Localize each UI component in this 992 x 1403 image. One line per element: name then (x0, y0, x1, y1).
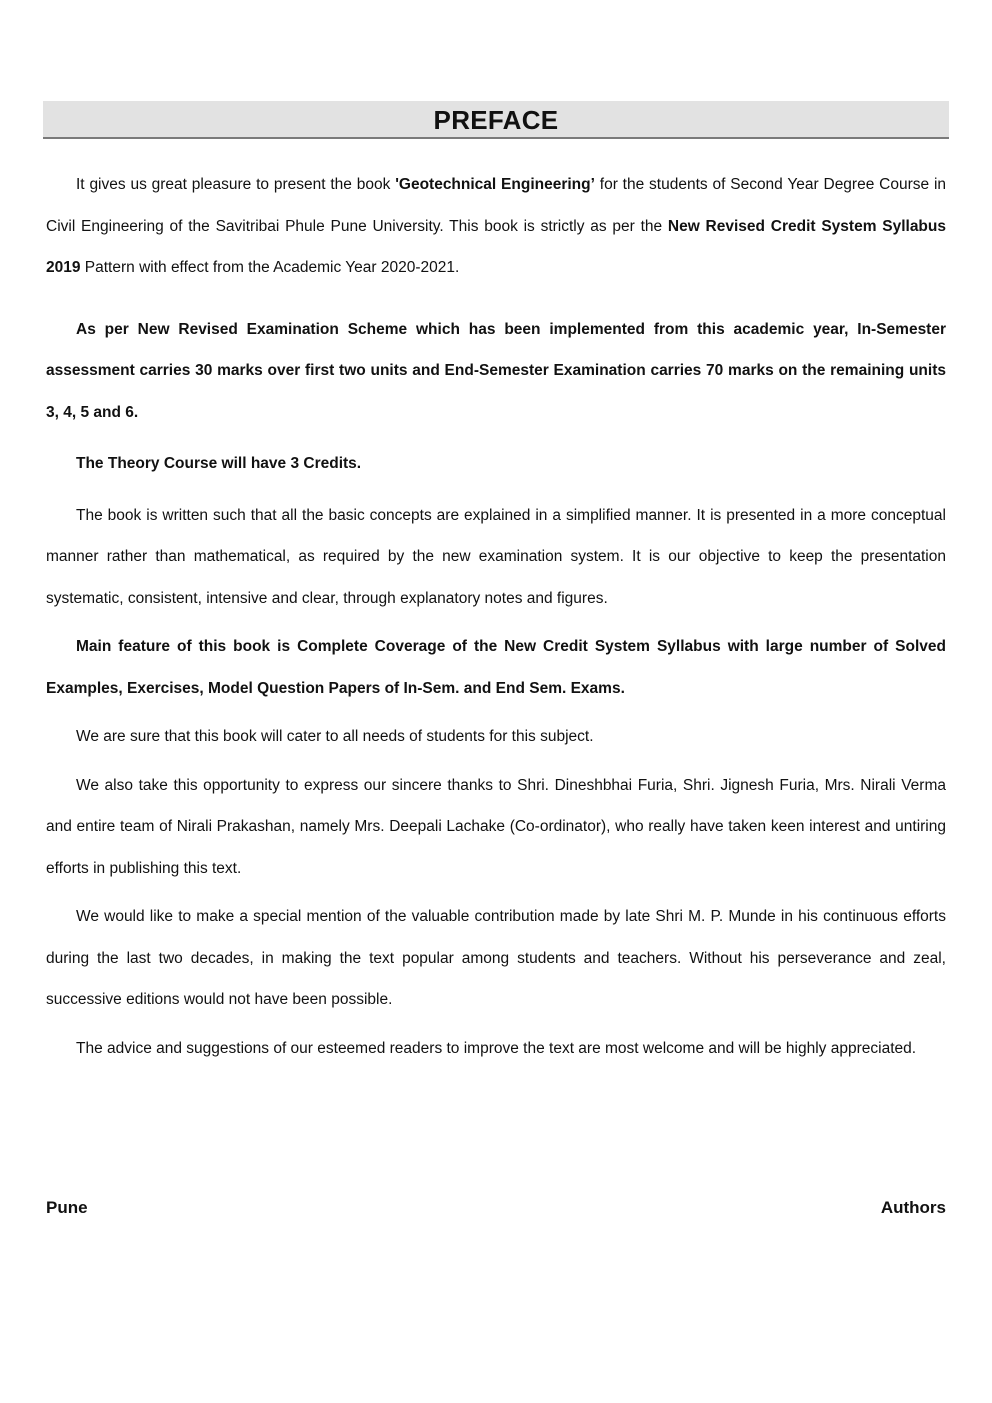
intro-text-1: It gives us great pleasure to present the book (76, 176, 396, 193)
paragraph-intro (46, 164, 946, 289)
preface-body (46, 164, 946, 1069)
paragraph-thanks: We also take this opportunity to express our sincere thanks to Shri. Dineshbhai Furia, Shri. Jignesh Furia, Mrs. Nirali Verma and entire team of Nirali Prakashan, namely Mrs. Deepali Lachake (Co-ordinator), who really have taken keen interest and untiring efforts in publishing this text. (46, 776, 946, 877)
syllabus-name: New Revised Credit System Syllabus 2019 (46, 217, 946, 276)
paragraph-exam-scheme: As per New Revised Examination Scheme which has been implemented from this academic year, In-Semester assessment carries 30 marks over first two units and End-Semester Examination carries 70 marks on the remaining units 3, 4, 5 and 6. (46, 320, 946, 421)
paragraph-credits: The Theory Course will have 3 Credits. (76, 455, 362, 472)
intro-text-2: for the students of Second Year Degree Course in Civil Engineering of the Savitribai Phule Pune University. This book is strictly as per the (46, 176, 947, 235)
paragraph-assurance: We are sure that this book will cater to all needs of students for this subject. (76, 728, 594, 745)
page-title: PREFACE (43, 101, 949, 139)
signature-place: Pune (46, 1198, 88, 1217)
book-title: 'Geotechnical Engineering’ (395, 176, 595, 193)
paragraph-approach: The book is written such that all the basic concepts are explained in a simplified manner. It is presented in a more conceptual manner rather than mathematical, as required by the new examination system. It is our objective to keep the presentation systematic, consistent, intensive and clear, through explanatory notes and figures. (46, 506, 946, 607)
intro-text-3: Pattern with effect from the Academic Year 2020-2021. (80, 259, 460, 276)
paragraph-advice: The advice and suggestions of our esteemed readers to improve the text are most welcome and will be highly appreciated. (76, 1039, 917, 1057)
signature-authors: Authors (880, 1198, 946, 1217)
paragraph-features: Main feature of this book is Complete Coverage of the New Credit System Syllabus with large number of Solved Examples, Exercises, Model Question Papers of In-Sem. and End Sem. Exams. (46, 638, 946, 697)
paragraph-mention: We would like to make a special mention of the valuable contribution made by late Shri M. P. Munde in his continuous efforts during the last two decades, in making the text popular among students and teachers. Without his perseverance and zeal, successive editions would not have been possible. (46, 908, 946, 1008)
